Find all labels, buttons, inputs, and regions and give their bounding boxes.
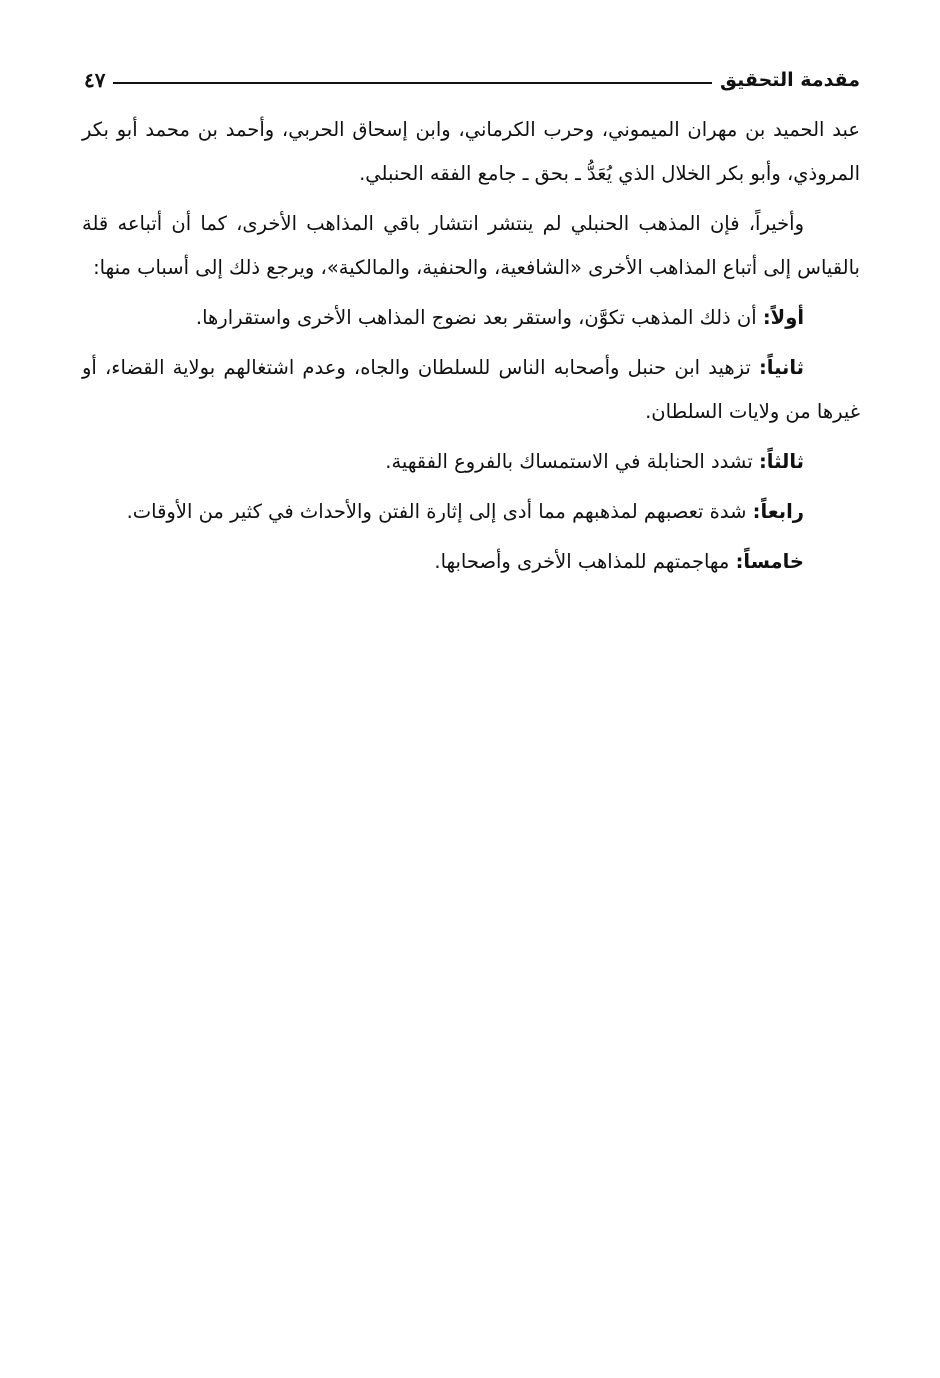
reason-text: مهاجمتهم للمذاهب الأخرى وأصحابها.: [434, 550, 736, 573]
paragraph-intro: وأخيراً، فإن المذهب الحنبلي لم ينتشر انتشار باقي المذاهب الأخرى، كما أن أتباعه قلة بالقياس إلى أتباع المذاهب الأخرى «الشافعية، والحنفية، والمالكية»، ويرجع ذلك إلى أسباب منها:: [82, 212, 860, 279]
reason-text: تزهيد ابن حنبل وأصحابه الناس للسلطان والجاه، وعدم اشتغالهم بولاية القضاء، أو غيرها من ولايات السلطان.: [82, 356, 860, 423]
reason-item-1: [82, 296, 860, 340]
reason-text: تشدد الحنابلة في الاستمساك بالفروع الفقهية.: [385, 450, 759, 473]
reason-item-4: [82, 490, 860, 534]
running-title: مقدمة التحقيق: [720, 69, 860, 91]
reason-label: ثانياً:: [758, 356, 804, 379]
page-number: ٤٧: [84, 68, 106, 92]
page-body: [82, 108, 860, 590]
reason-text: شدة تعصبهم لمذهبهم مما أدى إلى إثارة الفتن والأحداث في كثير من الأوقات.: [126, 500, 753, 523]
reason-item-2: [82, 346, 860, 434]
reason-text: أن ذلك المذهب تكوَّن، واستقر بعد نضوج المذاهب الأخرى واستقرارها.: [195, 306, 763, 329]
reason-label: ثالثاً:: [758, 450, 804, 473]
reason-label: خامساً:: [735, 550, 804, 573]
reason-item-3: [82, 440, 860, 484]
reason-label: أولاً:: [762, 306, 804, 329]
header-rule: [113, 82, 712, 84]
reason-item-5: [82, 540, 860, 584]
running-header: [84, 60, 860, 100]
reason-label: رابعاً:: [752, 500, 804, 523]
paragraph-continued: عبد الحميد بن مهران الميموني، وحرب الكرماني، وابن إسحاق الحربي، وأحمد بن محمد أبو بكر المروذي، وأبو بكر الخلال الذي يُعَدُّ ـ بحق ـ جامع الفقه الحنبلي.: [82, 118, 860, 185]
